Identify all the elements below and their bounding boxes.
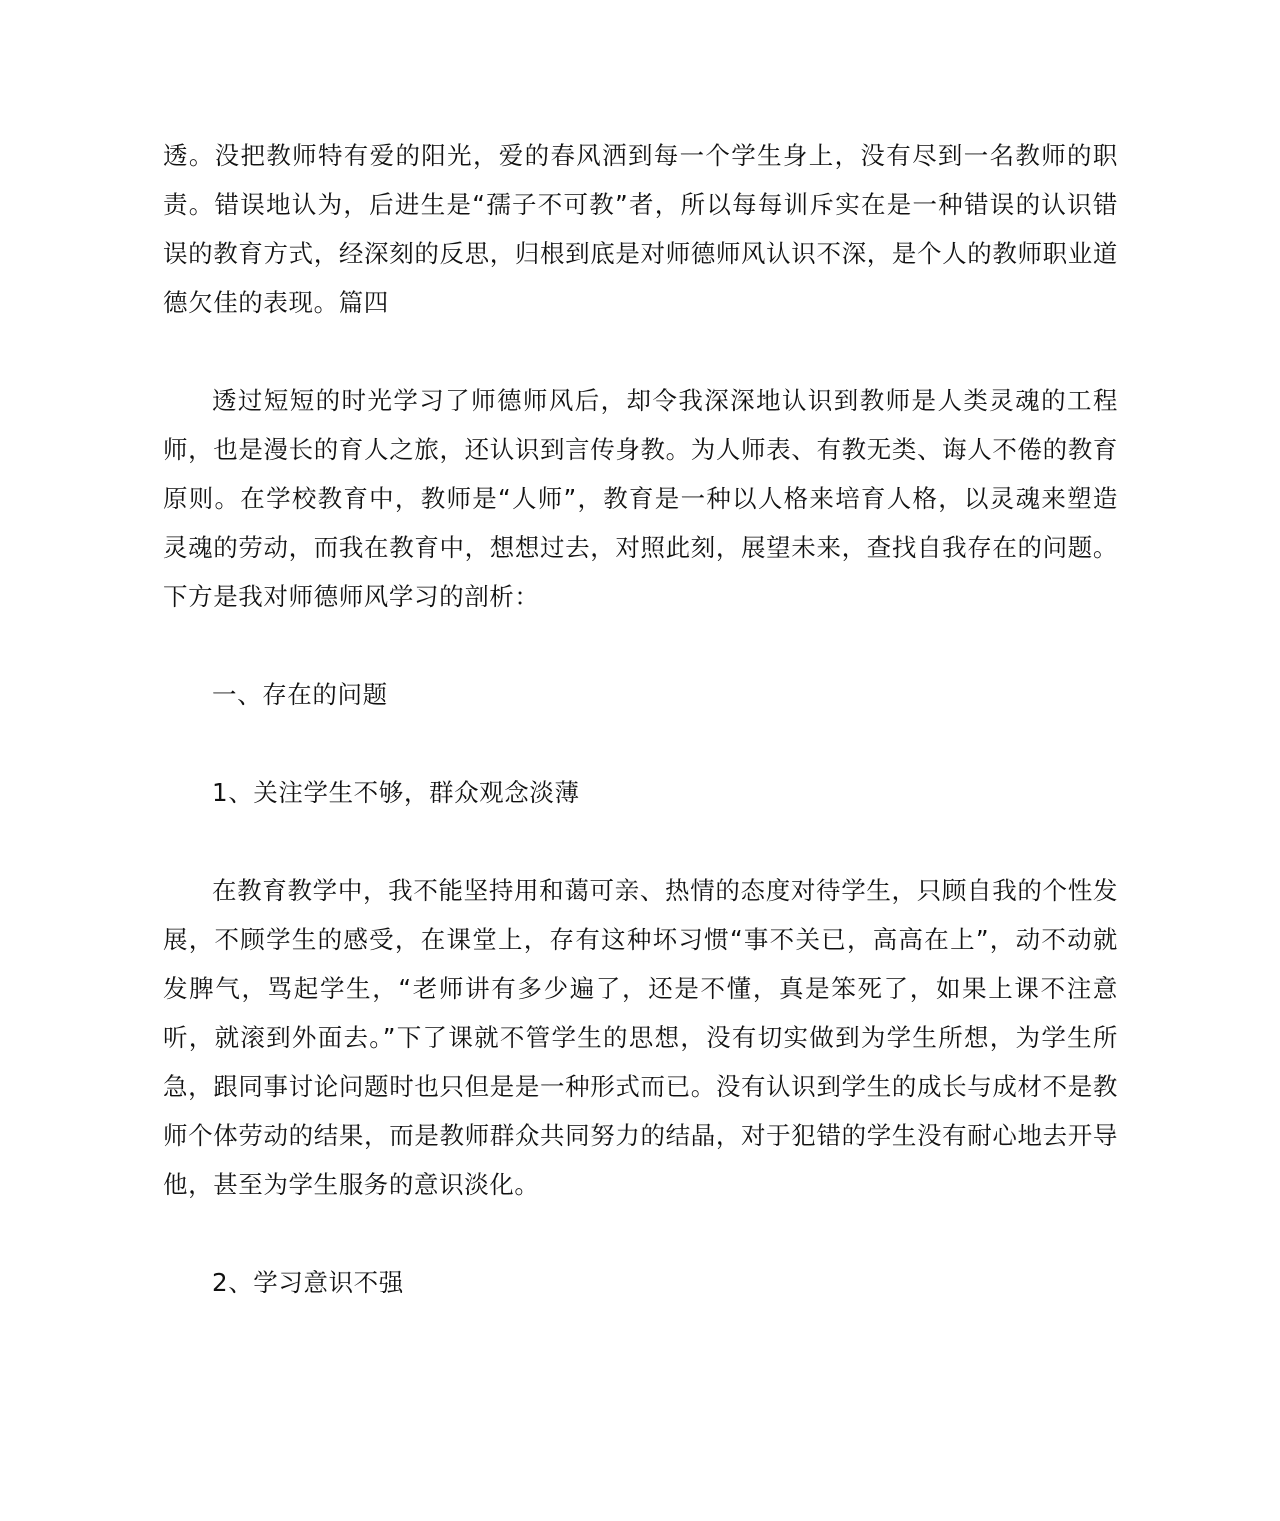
paragraph-spacer	[163, 719, 1118, 768]
paragraph-continuation: 透。没把教师特有爱的阳光，爱的春风洒到每一个学生身上，没有尽到一名教师的职责。错误地认为，后进生是“孺子不可教”者，所以每每训斥实在是一种错误的认识错误的教育方式，经深刻的反思，归根到底是对师德师风认识不深，是个人的教师职业道德欠佳的表现。篇四	[163, 141, 1118, 317]
paragraph-spacer	[163, 1209, 1118, 1258]
document-body	[163, 131, 1118, 1307]
paragraph-spacer	[163, 327, 1118, 376]
paragraph-spacer	[163, 621, 1118, 670]
subheading-item-2: 2、学习意识不强	[212, 1268, 404, 1297]
section-heading-problems: 一、存在的问题	[212, 680, 388, 709]
paragraph-intro: 透过短短的时光学习了师德师风后，却令我深深地认识到教师是人类灵魂的工程师，也是漫长的育人之旅，还认识到言传身教。为人师表、有教无类、诲人不倦的教育原则。在学校教育中，教师是“人师”，教育是一种以人格来培育人格，以灵魂来塑造灵魂的劳动，而我在教育中，想想过去，对照此刻，展望未来，查找自我存在的问题。下方是我对师德师风学习的剖析：	[163, 386, 1118, 611]
paragraph-item-1-body: 在教育教学中，我不能坚持用和蔼可亲、热情的态度对待学生，只顾自我的个性发展，不顾学生的感受，在课堂上，存有这种坏习惯“事不关已，高高在上”，动不动就发脾气，骂起学生，“老师讲有多少遍了，还是不懂，真是笨死了，如果上课不注意听，就滚到外面去。”下了课就不管学生的思想，没有切实做到为学生所想，为学生所急，跟同事讨论问题时也只但是是一种形式而已。没有认识到学生的成长与成材不是教师个体劳动的结果，而是教师群众共同努力的结晶，对于犯错的学生没有耐心地去开导他，甚至为学生服务的意识淡化。	[163, 876, 1118, 1199]
paragraph-spacer	[163, 817, 1118, 866]
subheading-item-1: 1、关注学生不够，群众观念淡薄	[212, 778, 580, 807]
